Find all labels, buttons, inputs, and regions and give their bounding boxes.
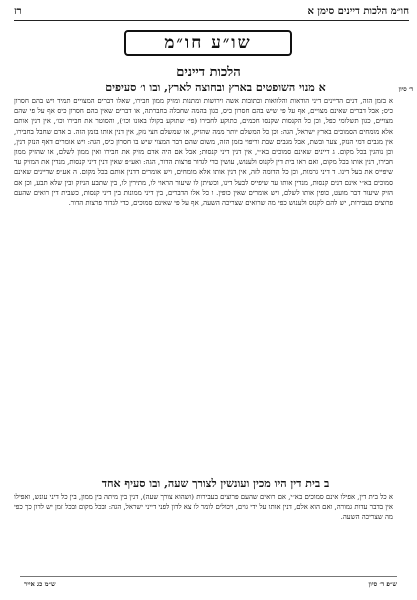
- footer-right-note: ש״פ ד׳ סיון: [368, 580, 397, 588]
- running-head-title: חו״מ הלכות דיינים סימן א: [307, 5, 409, 17]
- siman-1-heading: א מנוי השופטים בארץ ובחוצה לארץ, ובו ו׳ סעיפים: [105, 81, 326, 94]
- margin-date-note: ד׳ סיון: [398, 86, 413, 93]
- siman-1-text: א בזמן הזה, דנים הדיינים דיני הודאות והלוואות וכתובות אשה וירושות ומתנות ומזיק ממון חבירו, שאלו דברים המצויים תמיד ויש בהם חסרון כיס; אבל דברים שאינם מצויים, אף על פי שיש בהם חסרון כיס, כגון בהמה שחבלה בחברתה, או דברים שאין בהם חסרון כיס אף על פי שהם מצויים, כגון תשלומי כפל, וכן כל הקנסות שקנסו חכמים, כתוקע לחבירו (פי׳ שתוקע בקולו באזנו וכו׳), והסוטר את חבירו וכו׳, אין דנין אותם אלא מומחים הסמוכים בארץ ישראל, הגה: וכן כל המשלם יותר ממה שהזיק, או שמשלם חצי נזק, אין דנין אותו בזמן הזה. ב אדם שחבל בחבירו, אין מגבים דמי הנזק, צער ובשת, אבל מגבים שבת וריפוי בזמן הזה, משום שהם דבר המצוי שיש בו חסרון כיס, הגה: ויש אומרים דאף הנזק דנין, וכן נוהגין בכל מקום. ג דיינים שאינם סמוכים בא״י, אין דנין דיני קנסות; אבל אם היה אדם מזיק את חבירו ואין ממון לשלם, או שהזיק ממון חבירו, דנין אותו בכל מקום, ואם ראו בית דין לקנוס ולענוש, עושין כדי לגדור פרצות הדור, הגה: ואע״פ שאין דנין דיני קנסות, מנדין את המזיק עד שיפייס את בעל דינו. ד דיני גרמות, וכן כל הדומה לזה, אין דנין אותו אלא מומחים, ויש אומרים דדנין אותם בכל מקום. ה אע״פ שדיינים שאינם סמוכים בא״י אינם דנים קנסות, מנדין אותו עד שיפייס לבעל דינו, וכשיתן לו שיעור הראוי לו, מתירין לו, בין שתבע הניזק ובין שלא תבע, וכן אם הזיק שיעור דבר מועט, כופין אותו לשלם, ויש אומרים שאין כופין. ו כל אלו הדברים, בין דיני ממונות בין דיני קנסות, כשבית דין רואים שהעם פרוצים בעבירות, יש להם לקנוס ולענוש כפי מה שרואים שצריכה השעה, אף על פי שאינם סמוכים, כדי לגדור פרצות הדור.: [14, 97, 393, 208]
- siman-2-text: א כל בית דין, אפילו אינם סמוכים בא״י, אם רואים שהעם פרוצים בעבירות (ושהוא צורך שעה), דנין בין מיתה בין ממון, בין כל דיני עונש, ואפילו אין בדבר עדות גמורה, ואם הוא אלם, דנין אותו על ידי גוים, ויכולים לומר לו צא לדון לפני דייני ישראל, הגה: ובכל מקום ובכל זמן יש לדון כך כפי מה שצריכה השעה.: [14, 493, 393, 522]
- page-number: רז: [14, 5, 22, 17]
- footer-rule: [20, 576, 397, 577]
- page-footer: [24, 580, 397, 588]
- running-head: [14, 4, 409, 18]
- book-title-box: שו״ע חו״מ: [124, 30, 292, 56]
- header-rule: [14, 20, 409, 21]
- section-title: הלכות דיינים: [176, 65, 241, 80]
- footer-left-note: ש״מ כג אייר: [24, 580, 56, 588]
- siman-2-heading: ב בית דין היו מכין ועונשין לצורך שעה, ובו סעיף אחד: [101, 477, 330, 490]
